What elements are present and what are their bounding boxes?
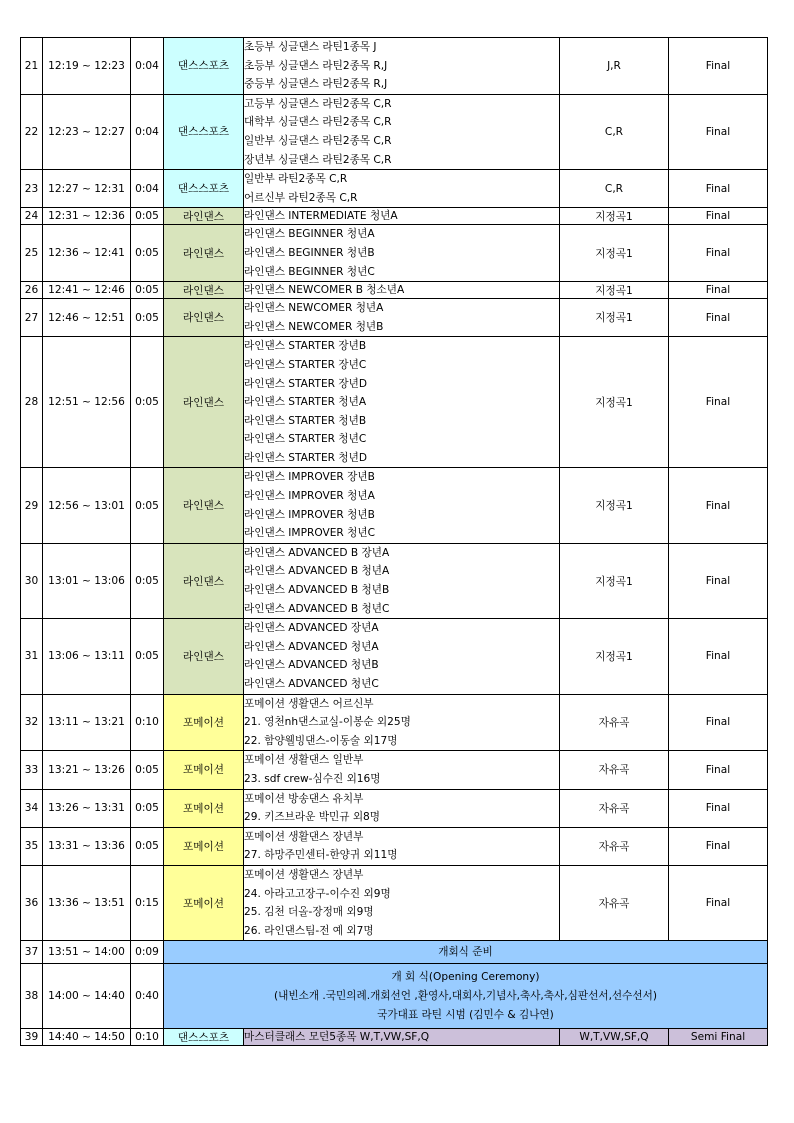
time-range: 13:51 ~ 14:00 bbox=[43, 941, 131, 964]
schedule-row bbox=[21, 827, 768, 865]
row-number: 22 bbox=[21, 94, 43, 169]
music-cell: 지정곡1 bbox=[560, 468, 669, 543]
time-range: 13:11 ~ 13:21 bbox=[43, 694, 131, 751]
category-badge: 라인댄스 bbox=[164, 337, 244, 468]
event-list bbox=[244, 619, 560, 694]
time-range: 12:41 ~ 12:46 bbox=[43, 282, 131, 299]
music-cell: C,R bbox=[560, 170, 669, 208]
time-range: 14:00 ~ 14:40 bbox=[43, 964, 131, 1029]
music-cell: 자유곡 bbox=[560, 694, 669, 751]
row-number: 25 bbox=[21, 225, 43, 282]
event-line: 라인댄스 NEWCOMER 청년B bbox=[244, 320, 384, 333]
event-line: 라인댄스 BEGINNER 청년A bbox=[244, 228, 375, 241]
row-number: 39 bbox=[21, 1029, 43, 1046]
event-line: 라인댄스 ADVANCED B 청년C bbox=[244, 602, 390, 615]
time-range: 12:27 ~ 12:31 bbox=[43, 170, 131, 208]
event-list bbox=[244, 468, 560, 543]
schedule-row bbox=[21, 282, 768, 299]
schedule-row bbox=[21, 619, 768, 694]
music-cell: 지정곡1 bbox=[560, 208, 669, 225]
ceremony-line: 국가대표 라틴 시범 (김민수 & 김나연) bbox=[377, 1008, 554, 1021]
music-cell: 지정곡1 bbox=[560, 619, 669, 694]
event-line: 25. 김천 더올-장정매 외9명 bbox=[244, 906, 374, 919]
music-cell: 자유곡 bbox=[560, 751, 669, 789]
event-line: 포메이션 생활댄스 장년부 bbox=[244, 868, 364, 881]
event-line: 라인댄스 STARTER 장년C bbox=[244, 358, 367, 371]
round-cell: Final bbox=[669, 827, 768, 865]
schedule-row bbox=[21, 789, 768, 827]
schedule-row bbox=[21, 299, 768, 337]
event-list bbox=[244, 170, 560, 208]
duration: 0:05 bbox=[131, 789, 164, 827]
event-list bbox=[244, 299, 560, 337]
event-line: 라인댄스 IMPROVER 청년C bbox=[244, 527, 375, 540]
event-line: 포메이션 방송댄스 유치부 bbox=[244, 792, 364, 805]
row-number: 30 bbox=[21, 543, 43, 618]
event-list bbox=[244, 94, 560, 169]
category-badge: 라인댄스 bbox=[164, 225, 244, 282]
ceremony-line: 개회식 준비 bbox=[438, 946, 493, 959]
row-number: 24 bbox=[21, 208, 43, 225]
event-list bbox=[244, 865, 560, 940]
round-cell: Final bbox=[669, 299, 768, 337]
time-range: 13:01 ~ 13:06 bbox=[43, 543, 131, 618]
event-line: 대학부 싱글댄스 라틴2종목 C,R bbox=[244, 116, 392, 129]
duration: 0:05 bbox=[131, 299, 164, 337]
schedule-row bbox=[21, 543, 768, 618]
category-badge: 포메이션 bbox=[164, 865, 244, 940]
category-badge: 댄스스포츠 bbox=[164, 38, 244, 95]
event-list bbox=[244, 38, 560, 95]
ceremony-line: (내빈소개 .국민의례.개회선언 ,환영사,대회사,기념사,축사,축사,심판선서,선수선서) bbox=[273, 989, 657, 1002]
round-cell: Final bbox=[669, 543, 768, 618]
row-number: 38 bbox=[21, 964, 43, 1029]
schedule-row bbox=[21, 865, 768, 940]
round-cell: Final bbox=[669, 94, 768, 169]
music-cell: 지정곡1 bbox=[560, 299, 669, 337]
duration: 0:04 bbox=[131, 94, 164, 169]
duration: 0:05 bbox=[131, 282, 164, 299]
duration: 0:04 bbox=[131, 170, 164, 208]
event-line: 라인댄스 STARTER 청년A bbox=[244, 396, 367, 409]
duration: 0:10 bbox=[131, 694, 164, 751]
category-badge: 포메이션 bbox=[164, 751, 244, 789]
event-line: 라인댄스 ADVANCED B 청년A bbox=[244, 565, 390, 578]
category-badge: 라인댄스 bbox=[164, 208, 244, 225]
round-cell: Final bbox=[669, 170, 768, 208]
event-line: 포메이션 생활댄스 장년부 bbox=[244, 830, 364, 843]
event-line: 라인댄스 ADVANCED B 청년B bbox=[244, 584, 390, 597]
schedule-row bbox=[21, 225, 768, 282]
duration: 0:05 bbox=[131, 751, 164, 789]
event-list bbox=[244, 282, 560, 299]
event-line: 라인댄스 BEGINNER 청년C bbox=[244, 265, 375, 278]
music-cell: 지정곡1 bbox=[560, 337, 669, 468]
duration: 0:40 bbox=[131, 964, 164, 1029]
schedule-row bbox=[21, 1029, 768, 1046]
category-badge: 라인댄스 bbox=[164, 299, 244, 337]
round-cell: Final bbox=[669, 225, 768, 282]
event-list bbox=[244, 225, 560, 282]
event-line: 초등부 싱글댄스 라틴2종목 R,J bbox=[244, 59, 388, 72]
event-list bbox=[244, 694, 560, 751]
category-badge: 댄스스포츠 bbox=[164, 1029, 244, 1046]
event-line: 라인댄스 ADVANCED 장년A bbox=[244, 622, 379, 635]
row-number: 21 bbox=[21, 38, 43, 95]
ceremony-cell bbox=[164, 964, 768, 1029]
duration: 0:04 bbox=[131, 38, 164, 95]
music-cell: 지정곡1 bbox=[560, 282, 669, 299]
schedule-row bbox=[21, 38, 768, 95]
music-cell: 자유곡 bbox=[560, 827, 669, 865]
music-cell: 자유곡 bbox=[560, 865, 669, 940]
time-range: 12:31 ~ 12:36 bbox=[43, 208, 131, 225]
event-line: 일반부 싱글댄스 라틴2종목 C,R bbox=[244, 134, 392, 147]
time-range: 13:06 ~ 13:11 bbox=[43, 619, 131, 694]
event-list bbox=[244, 337, 560, 468]
event-list bbox=[244, 543, 560, 618]
duration: 0:10 bbox=[131, 1029, 164, 1046]
duration: 0:05 bbox=[131, 468, 164, 543]
event-line: 어르신부 라틴2종목 C,R bbox=[244, 191, 358, 204]
schedule-row bbox=[21, 941, 768, 964]
round-cell: Final bbox=[669, 468, 768, 543]
category-badge: 댄스스포츠 bbox=[164, 94, 244, 169]
event-line: 라인댄스 STARTER 청년D bbox=[244, 451, 368, 464]
schedule-table bbox=[20, 37, 768, 1046]
event-line: 라인댄스 ADVANCED 청년B bbox=[244, 659, 379, 672]
row-number: 27 bbox=[21, 299, 43, 337]
duration: 0:05 bbox=[131, 225, 164, 282]
round-cell: Semi Final bbox=[669, 1029, 768, 1046]
schedule-row bbox=[21, 964, 768, 1029]
music-cell: J,R bbox=[560, 38, 669, 95]
event-line: 26. 라인댄스팀-전 예 외7명 bbox=[244, 924, 374, 937]
duration: 0:15 bbox=[131, 865, 164, 940]
event-list bbox=[244, 208, 560, 225]
music-cell: C,R bbox=[560, 94, 669, 169]
event-line: 29. 키즈브라운 박민규 외8명 bbox=[244, 811, 381, 824]
event-line: 24. 아라고고장구-이수진 외9명 bbox=[244, 887, 391, 900]
ceremony-cell bbox=[164, 941, 768, 964]
event-line: 마스터클래스 모던5종목 W,T,VW,SF,Q bbox=[244, 1031, 430, 1044]
category-badge: 포메이션 bbox=[164, 694, 244, 751]
category-badge: 라인댄스 bbox=[164, 468, 244, 543]
duration: 0:05 bbox=[131, 337, 164, 468]
time-range: 12:51 ~ 12:56 bbox=[43, 337, 131, 468]
row-number: 26 bbox=[21, 282, 43, 299]
schedule-row bbox=[21, 94, 768, 169]
event-line: 고등부 싱글댄스 라틴2종목 C,R bbox=[244, 97, 392, 110]
round-cell: Final bbox=[669, 337, 768, 468]
time-range: 13:31 ~ 13:36 bbox=[43, 827, 131, 865]
row-number: 37 bbox=[21, 941, 43, 964]
duration: 0:05 bbox=[131, 208, 164, 225]
schedule-row bbox=[21, 337, 768, 468]
category-badge: 포메이션 bbox=[164, 789, 244, 827]
time-range: 14:40 ~ 14:50 bbox=[43, 1029, 131, 1046]
event-line: 포메이션 생활댄스 일반부 bbox=[244, 754, 364, 767]
duration: 0:09 bbox=[131, 941, 164, 964]
music-cell: 지정곡1 bbox=[560, 225, 669, 282]
round-cell: Final bbox=[669, 208, 768, 225]
schedule-row bbox=[21, 208, 768, 225]
event-line: 라인댄스 IMPROVER 장년B bbox=[244, 471, 375, 484]
event-line: 초등부 싱글댄스 라틴1종목 J bbox=[244, 41, 377, 53]
category-badge: 포메이션 bbox=[164, 827, 244, 865]
event-list bbox=[244, 789, 560, 827]
row-number: 34 bbox=[21, 789, 43, 827]
row-number: 32 bbox=[21, 694, 43, 751]
row-number: 23 bbox=[21, 170, 43, 208]
schedule-row bbox=[21, 751, 768, 789]
row-number: 33 bbox=[21, 751, 43, 789]
schedule-row bbox=[21, 694, 768, 751]
time-range: 12:36 ~ 12:41 bbox=[43, 225, 131, 282]
ceremony-line: 개 회 식(Opening Ceremony) bbox=[391, 971, 540, 984]
row-number: 28 bbox=[21, 337, 43, 468]
schedule-row bbox=[21, 468, 768, 543]
time-range: 13:21 ~ 13:26 bbox=[43, 751, 131, 789]
event-line: 라인댄스 INTERMEDIATE 청년A bbox=[244, 210, 398, 223]
round-cell: Final bbox=[669, 619, 768, 694]
round-cell: Final bbox=[669, 865, 768, 940]
round-cell: Final bbox=[669, 282, 768, 299]
music-cell: 지정곡1 bbox=[560, 543, 669, 618]
event-line: 라인댄스 ADVANCED 청년A bbox=[244, 640, 379, 653]
time-range: 13:26 ~ 13:31 bbox=[43, 789, 131, 827]
category-badge: 댄스스포츠 bbox=[164, 170, 244, 208]
event-line: 중등부 싱글댄스 라틴2종목 R,J bbox=[244, 78, 388, 91]
time-range: 12:23 ~ 12:27 bbox=[43, 94, 131, 169]
time-range: 12:19 ~ 12:23 bbox=[43, 38, 131, 95]
event-line: 라인댄스 NEWCOMER 청년A bbox=[244, 302, 384, 315]
event-list bbox=[244, 1029, 560, 1046]
time-range: 12:46 ~ 12:51 bbox=[43, 299, 131, 337]
event-line: 라인댄스 STARTER 청년B bbox=[244, 414, 367, 427]
event-line: 라인댄스 STARTER 장년D bbox=[244, 377, 368, 390]
event-list bbox=[244, 827, 560, 865]
row-number: 36 bbox=[21, 865, 43, 940]
event-line: 일반부 라틴2종목 C,R bbox=[244, 173, 348, 186]
event-line: 라인댄스 BEGINNER 청년B bbox=[244, 246, 375, 259]
category-badge: 라인댄스 bbox=[164, 543, 244, 618]
duration: 0:05 bbox=[131, 827, 164, 865]
event-line: 라인댄스 STARTER 장년B bbox=[244, 340, 367, 353]
event-line: 장년부 싱글댄스 라틴2종목 C,R bbox=[244, 153, 392, 166]
event-list bbox=[244, 751, 560, 789]
event-line: 라인댄스 NEWCOMER B 청소년A bbox=[244, 284, 405, 297]
duration: 0:05 bbox=[131, 619, 164, 694]
event-line: 22. 함양웰빙댄스-이동술 외17명 bbox=[244, 734, 398, 747]
event-line: 라인댄스 ADVANCED 청년C bbox=[244, 678, 379, 690]
event-line: 라인댄스 STARTER 청년C bbox=[244, 433, 367, 446]
row-number: 35 bbox=[21, 827, 43, 865]
schedule-body bbox=[21, 38, 768, 1046]
event-line: 라인댄스 ADVANCED B 장년A bbox=[244, 546, 390, 559]
event-line: 라인댄스 IMPROVER 청년B bbox=[244, 508, 375, 521]
schedule-row bbox=[21, 170, 768, 208]
time-range: 12:56 ~ 13:01 bbox=[43, 468, 131, 543]
event-line: 23. sdf crew-심수진 외16명 bbox=[244, 772, 381, 785]
time-range: 13:36 ~ 13:51 bbox=[43, 865, 131, 940]
row-number: 31 bbox=[21, 619, 43, 694]
row-number: 29 bbox=[21, 468, 43, 543]
category-badge: 라인댄스 bbox=[164, 619, 244, 694]
round-cell: Final bbox=[669, 38, 768, 95]
event-line: 라인댄스 IMPROVER 청년A bbox=[244, 490, 375, 503]
music-cell: 자유곡 bbox=[560, 789, 669, 827]
round-cell: Final bbox=[669, 694, 768, 751]
event-line: 27. 하망주민센터-한양귀 외11명 bbox=[244, 849, 398, 862]
music-cell: W,T,VW,SF,Q bbox=[560, 1029, 669, 1046]
round-cell: Final bbox=[669, 751, 768, 789]
round-cell: Final bbox=[669, 789, 768, 827]
duration: 0:05 bbox=[131, 543, 164, 618]
event-line: 21. 영천nh댄스교실-이봉순 외25명 bbox=[244, 716, 411, 729]
event-line: 포메이션 생활댄스 어르신부 bbox=[244, 697, 374, 710]
category-badge: 라인댄스 bbox=[164, 282, 244, 299]
